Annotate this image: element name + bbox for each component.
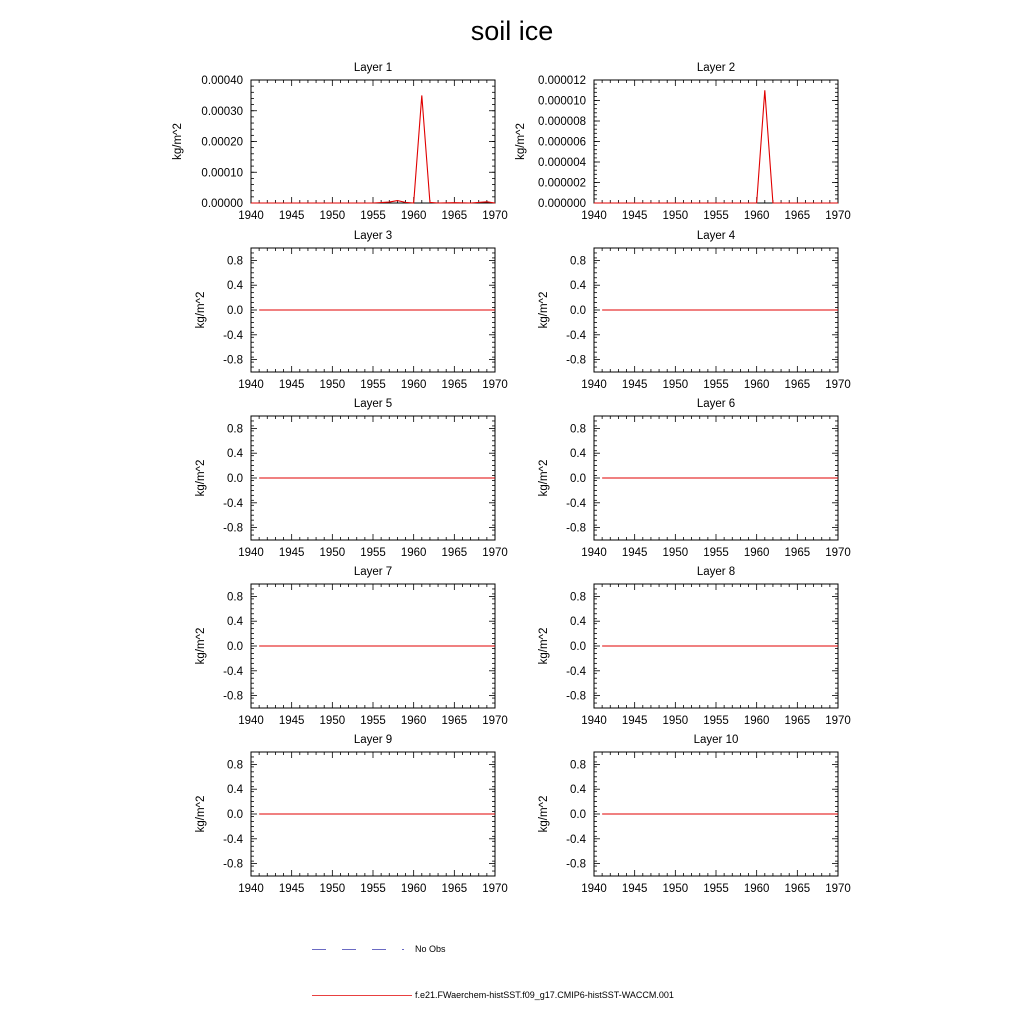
x-tick-label: 1960 xyxy=(400,547,427,559)
panel-title: Layer 2 xyxy=(696,62,736,74)
legend-obs-swatch xyxy=(312,942,412,958)
legend-model xyxy=(312,988,732,1004)
x-tick-label: 1970 xyxy=(482,883,508,895)
x-tick-label: 1945 xyxy=(621,547,648,559)
x-tick-label: 1950 xyxy=(662,547,689,559)
y-axis-label: kg/m^2 xyxy=(515,123,527,160)
x-tick-label: 1965 xyxy=(784,883,811,895)
y-tick-label: 0.8 xyxy=(227,591,243,604)
x-tick-label: 1940 xyxy=(238,210,264,222)
y-tick-label: 0.000008 xyxy=(538,116,586,128)
x-tick-label: 1945 xyxy=(621,715,648,727)
y-tick-label: 0.8 xyxy=(570,255,586,268)
y-tick-label: -0.4 xyxy=(566,665,586,678)
x-tick-label: 1970 xyxy=(482,210,508,222)
panel-2 xyxy=(499,60,858,233)
legend-obs xyxy=(312,942,512,958)
x-tick-label: 1945 xyxy=(278,547,305,559)
x-tick-label: 1945 xyxy=(621,883,648,895)
y-tick-label: -0.4 xyxy=(223,665,243,678)
x-tick-label: 1960 xyxy=(400,210,427,222)
x-tick-label: 1960 xyxy=(743,715,770,727)
panel-3 xyxy=(156,228,515,402)
y-tick-label: 0.000004 xyxy=(538,157,586,169)
y-tick-label: 0.4 xyxy=(227,280,243,293)
series-line xyxy=(251,95,495,203)
y-tick-label: 0.8 xyxy=(570,591,586,604)
plot-frame xyxy=(251,80,495,203)
y-axis-label: kg/m^2 xyxy=(195,459,207,497)
y-axis-label: kg/m^2 xyxy=(538,459,550,497)
x-tick-label: 1960 xyxy=(743,210,770,222)
y-tick-label: -0.8 xyxy=(223,522,243,535)
y-axis-label: kg/m^2 xyxy=(538,627,550,665)
panel-title: Layer 7 xyxy=(353,566,393,578)
y-tick-label: 0.00040 xyxy=(201,75,243,87)
y-tick-label: 0.000006 xyxy=(538,136,586,149)
x-tick-label: 1960 xyxy=(743,883,770,895)
y-tick-label: 0.4 xyxy=(570,784,586,797)
y-tick-label: 0.8 xyxy=(227,423,243,436)
x-tick-label: 1950 xyxy=(319,547,346,559)
x-tick-label: 1945 xyxy=(278,715,305,727)
y-axis-label: kg/m^2 xyxy=(195,291,207,329)
x-tick-label: 1955 xyxy=(360,547,386,559)
y-tick-label: 0.4 xyxy=(227,448,243,461)
panel-7 xyxy=(156,564,515,738)
y-tick-label: 0.8 xyxy=(570,423,586,436)
panel-10 xyxy=(499,732,858,906)
y-tick-label: 0.4 xyxy=(570,280,586,293)
x-tick-label: 1955 xyxy=(703,379,729,391)
panel-title: Layer 6 xyxy=(696,398,736,410)
y-tick-label: 0.0 xyxy=(227,305,243,317)
y-tick-label: 0.00000 xyxy=(201,198,243,210)
y-tick-label: 0.0 xyxy=(227,473,243,485)
y-tick-label: -0.4 xyxy=(566,497,586,510)
x-tick-label: 1940 xyxy=(238,715,264,727)
panel-5 xyxy=(156,396,515,570)
x-tick-label: 1965 xyxy=(784,210,811,222)
x-tick-label: 1940 xyxy=(581,715,607,727)
y-tick-label: 0.00020 xyxy=(201,136,243,149)
x-tick-label: 1970 xyxy=(825,547,851,559)
panel-title: Layer 5 xyxy=(353,398,393,410)
y-axis-label: kg/m^2 xyxy=(172,123,184,160)
y-tick-label: 0.000000 xyxy=(538,198,586,210)
x-tick-label: 1955 xyxy=(360,379,386,391)
y-tick-label: 0.8 xyxy=(227,759,243,772)
y-tick-label: 0.000010 xyxy=(538,95,586,108)
x-tick-label: 1970 xyxy=(825,379,851,391)
x-tick-label: 1970 xyxy=(482,715,508,727)
x-tick-label: 1950 xyxy=(662,883,689,895)
x-tick-label: 1965 xyxy=(441,883,468,895)
y-tick-label: -0.8 xyxy=(566,354,586,367)
y-tick-label: 0.000012 xyxy=(538,75,586,87)
x-tick-label: 1940 xyxy=(581,883,607,895)
x-tick-label: 1945 xyxy=(278,210,305,222)
y-tick-label: -0.8 xyxy=(566,690,586,703)
x-tick-label: 1960 xyxy=(743,379,770,391)
y-tick-label: 0.0 xyxy=(227,809,243,821)
x-tick-label: 1940 xyxy=(238,547,264,559)
x-tick-label: 1970 xyxy=(825,883,851,895)
y-tick-label: -0.8 xyxy=(223,858,243,871)
y-tick-label: -0.4 xyxy=(223,497,243,510)
x-tick-label: 1950 xyxy=(319,379,346,391)
x-tick-label: 1965 xyxy=(441,715,468,727)
y-tick-label: 0.4 xyxy=(570,448,586,461)
panel-4 xyxy=(499,228,858,402)
y-tick-label: 0.4 xyxy=(570,616,586,629)
x-tick-label: 1945 xyxy=(278,883,305,895)
y-tick-label: 0.0 xyxy=(570,641,586,653)
panel-1 xyxy=(156,60,515,233)
y-tick-label: 0.8 xyxy=(227,255,243,268)
x-tick-label: 1955 xyxy=(703,883,729,895)
x-tick-label: 1945 xyxy=(278,379,305,391)
x-tick-label: 1965 xyxy=(441,547,468,559)
y-tick-label: -0.8 xyxy=(223,354,243,367)
page-title: soil ice xyxy=(470,16,554,46)
x-tick-label: 1940 xyxy=(238,379,264,391)
panel-8 xyxy=(499,564,858,738)
x-tick-label: 1960 xyxy=(400,379,427,391)
y-tick-label: 0.4 xyxy=(227,616,243,629)
x-tick-label: 1955 xyxy=(703,715,729,727)
x-tick-label: 1940 xyxy=(581,379,607,391)
y-tick-label: -0.8 xyxy=(566,522,586,535)
x-tick-label: 1955 xyxy=(703,547,729,559)
x-tick-label: 1950 xyxy=(662,379,689,391)
y-tick-label: -0.4 xyxy=(223,833,243,846)
y-tick-label: 0.0 xyxy=(570,473,586,485)
legend-obs-label: No Obs xyxy=(415,944,446,954)
x-tick-label: 1970 xyxy=(825,210,851,222)
legend-model-label: f.e21.FWaerchem-histSST.f09_g17.CMIP6-histSST-WACCM.001 xyxy=(415,990,674,1000)
y-tick-label: -0.4 xyxy=(566,329,586,342)
y-tick-label: 0.000002 xyxy=(538,177,586,190)
panel-title: Layer 10 xyxy=(693,734,739,746)
y-axis-label: kg/m^2 xyxy=(538,795,550,833)
x-tick-label: 1970 xyxy=(825,715,851,727)
x-tick-label: 1955 xyxy=(703,210,729,222)
x-tick-label: 1945 xyxy=(621,210,648,222)
x-tick-label: 1950 xyxy=(662,210,689,222)
panel-title: Layer 8 xyxy=(696,566,736,578)
panel-9 xyxy=(156,732,515,906)
x-tick-label: 1940 xyxy=(581,547,607,559)
y-tick-label: -0.8 xyxy=(566,858,586,871)
plot-frame xyxy=(594,80,838,203)
panel-title: Layer 3 xyxy=(353,230,393,242)
x-tick-label: 1950 xyxy=(662,715,689,727)
x-tick-label: 1955 xyxy=(360,210,386,222)
x-tick-label: 1960 xyxy=(400,715,427,727)
x-tick-label: 1970 xyxy=(482,379,508,391)
x-tick-label: 1960 xyxy=(400,883,427,895)
y-tick-label: -0.4 xyxy=(566,833,586,846)
panel-title: Layer 1 xyxy=(353,62,393,74)
panel-6 xyxy=(499,396,858,570)
y-tick-label: 0.0 xyxy=(570,305,586,317)
x-tick-label: 1955 xyxy=(360,883,386,895)
x-tick-label: 1960 xyxy=(743,547,770,559)
y-tick-label: 0.0 xyxy=(227,641,243,653)
x-tick-label: 1950 xyxy=(319,883,346,895)
y-tick-label: -0.8 xyxy=(223,690,243,703)
legend-model-swatch xyxy=(312,988,416,1004)
y-tick-label: 0.0 xyxy=(570,809,586,821)
x-tick-label: 1965 xyxy=(784,715,811,727)
panel-title: Layer 4 xyxy=(696,230,736,242)
x-tick-label: 1965 xyxy=(441,210,468,222)
y-tick-label: 0.8 xyxy=(570,759,586,772)
panel-title: Layer 9 xyxy=(353,734,393,746)
y-tick-label: 0.4 xyxy=(227,784,243,797)
y-axis-label: kg/m^2 xyxy=(195,627,207,665)
series-line xyxy=(594,90,838,203)
x-tick-label: 1940 xyxy=(581,210,607,222)
y-axis-label: kg/m^2 xyxy=(538,291,550,329)
x-tick-label: 1950 xyxy=(319,210,346,222)
y-tick-label: 0.00010 xyxy=(201,167,243,180)
x-tick-label: 1965 xyxy=(441,379,468,391)
x-tick-label: 1955 xyxy=(360,715,386,727)
y-axis-label: kg/m^2 xyxy=(195,795,207,833)
y-tick-label: 0.00030 xyxy=(201,105,243,118)
x-tick-label: 1970 xyxy=(482,547,508,559)
x-tick-label: 1965 xyxy=(784,547,811,559)
x-tick-label: 1965 xyxy=(784,379,811,391)
x-tick-label: 1945 xyxy=(621,379,648,391)
x-tick-label: 1940 xyxy=(238,883,264,895)
x-tick-label: 1950 xyxy=(319,715,346,727)
y-tick-label: -0.4 xyxy=(223,329,243,342)
